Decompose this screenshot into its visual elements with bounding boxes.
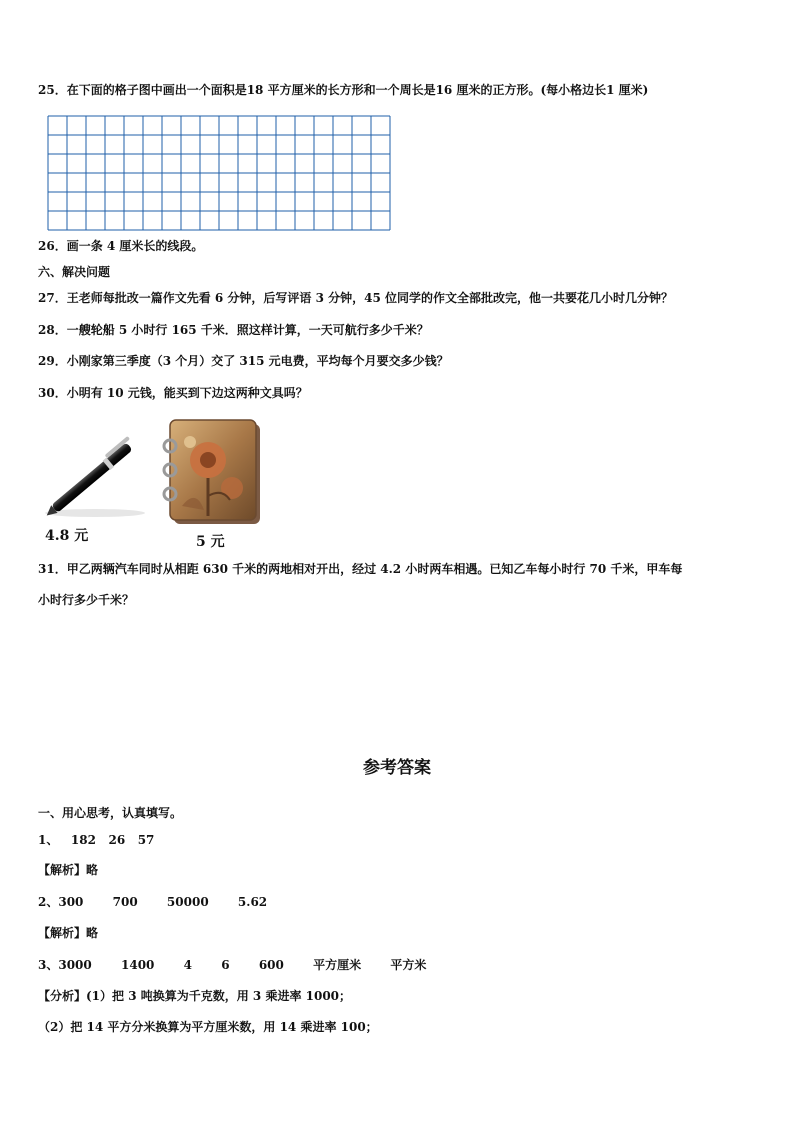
answer-3-note-2: （2）把 14 平方分米换算为平方厘米数，用 14 乘进率 100； xyxy=(38,1020,378,1034)
pen-image xyxy=(40,425,150,520)
question-31-line-2: 小时行多少千米？ xyxy=(38,593,135,607)
answer-2-note: 【解析】略 xyxy=(38,926,99,940)
question-28: 28．一艘轮船 5 小时行 165 千米．照这样计算，一天可航行多少千米？ xyxy=(38,323,429,337)
question-30: 30．小明有 10 元钱，能买到下边这两种文具吗？ xyxy=(38,386,308,400)
question-31-line-1: 31．甲乙两辆汽车同时从相距 630 千米的两地相对开出，经过 4.2 小时两车相遇。已知乙车每小时行 70 千米，甲车每 xyxy=(38,562,683,576)
answers-title: 参考答案 xyxy=(363,758,431,778)
answer-3: 3、3000 1400 4 6 600 平方厘米 平方米 xyxy=(38,958,427,972)
question-29: 29．小刚家第三季度（3 个月）交了 315 元电费，平均每个月要交多少钱？ xyxy=(38,354,449,368)
notebook-image xyxy=(160,418,264,528)
section-heading-6: 六、解决问题 xyxy=(38,265,111,279)
answers-section-1: 一、用心思考，认真填写。 xyxy=(38,806,183,820)
question-26: 26．画一条 4 厘米长的线段。 xyxy=(38,239,204,253)
answer-2: 2、300 700 50000 5.62 xyxy=(38,895,268,909)
square-grid xyxy=(47,115,391,231)
question-25: 25．在下面的格子图中画出一个面积是18 平方厘米的长方形和一个周长是16 厘米的正方形。(每小格边长1 厘米) xyxy=(38,83,649,97)
answer-3-note-1: 【分析】(1）把 3 吨换算为千克数，用 3 乘进率 1000； xyxy=(38,989,352,1003)
answer-1-note: 【解析】略 xyxy=(38,863,99,877)
pen-price: 4.8 元 xyxy=(45,528,89,544)
notebook-price: 5 元 xyxy=(196,534,225,550)
answer-1: 1、 182 26 57 xyxy=(38,833,155,847)
question-27: 27．王老师每批改一篇作文先看 6 分钟，后写评语 3 分钟，45 位同学的作文全部批改完，他一共要花几小时几分钟？ xyxy=(38,291,673,305)
